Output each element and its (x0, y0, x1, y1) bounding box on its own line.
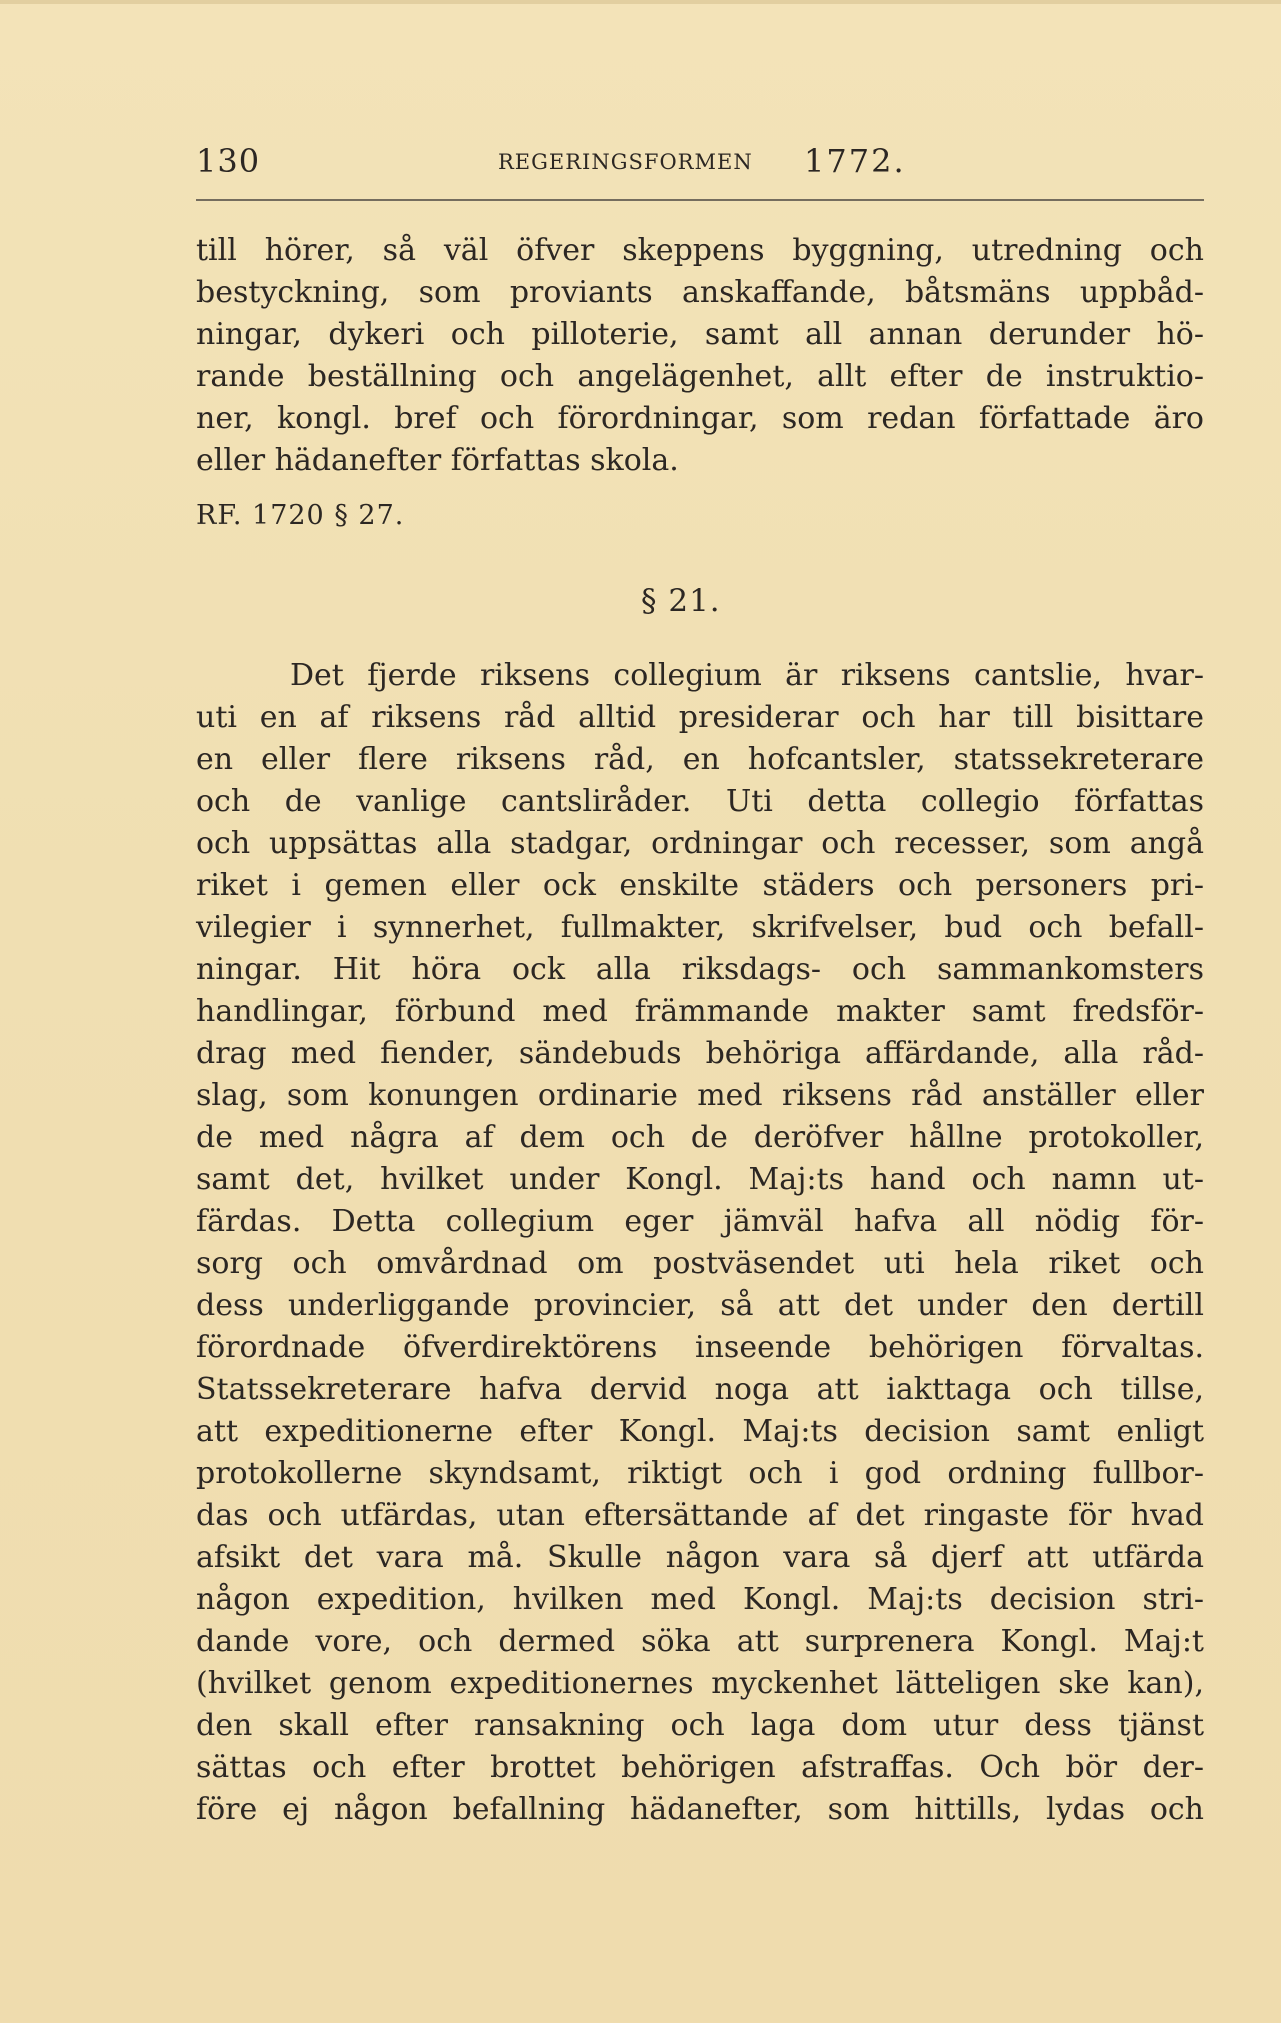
text-line: och uppsättas alla stadgar, ordningar och recesser, som angå (196, 826, 1204, 861)
page-number: 130 (196, 142, 261, 180)
page-edge (0, 0, 1281, 4)
text-line: handlingar, förbund med främmande makter samt fredsför- (196, 994, 1204, 1029)
text-line: drag med fiender, sändebuds behöriga affärdande, alla råd- (196, 1036, 1204, 1071)
text-line: slag, som konungen ordinarie med riksens råd anställer eller (196, 1078, 1204, 1113)
text-line: före ej någon befallning hädanefter, som hittills, lydas och (196, 1792, 1204, 1827)
text-line: förordnade öfverdirektörens inseende behörigen förvaltas. (196, 1330, 1204, 1365)
text-line: vilegier i synnerhet, fullmakter, skrifvelser, bud och befall- (196, 910, 1204, 945)
text-line: de med några af dem och de deröfver hållne protokoller, (196, 1120, 1204, 1155)
text-line: das och utfärdas, utan eftersättande af det ringaste för hvad (196, 1498, 1204, 1533)
text-line: riket i gemen eller ock enskilte städers och personers pri- (196, 868, 1204, 903)
text-line: protokollerne skyndsamt, riktigt och i god ordning fullbor- (196, 1456, 1204, 1491)
text-line: att expeditionerne efter Kongl. Maj:ts decision samt enligt (196, 1414, 1204, 1449)
text-line: någon expedition, hvilken med Kongl. Maj:ts decision stri- (196, 1582, 1204, 1617)
text-line: sättas och efter brottet behörigen afstraffas. Och bör der- (196, 1750, 1204, 1785)
text-line: samt det, hvilket under Kongl. Maj:ts hand och namn ut- (196, 1162, 1204, 1197)
text-line: en eller flere riksens råd, en hofcantsler, statssekreterare (196, 742, 1204, 777)
text-line: den skall efter ransakning och laga dom utur dess tjänst (196, 1708, 1204, 1743)
text-line: Det fjerde riksens collegium är riksens cantslie, hvar- (290, 658, 1204, 693)
page-header (196, 142, 1204, 188)
text-line: och de vanlige cantsliråder. Uti detta collegio författas (196, 784, 1204, 819)
text-line: ningar, dykeri och pilloterie, samt all annan derunder hö- (196, 317, 1204, 352)
text-line: eller hädanefter författas skola. (196, 443, 679, 478)
text-line: till hörer, så väl öfver skeppens byggning, utredning och (196, 233, 1204, 268)
text-line: sorg och omvårdnad om postväsendet uti hela riket och (196, 1246, 1204, 1281)
text-line: uti en af riksens råd alltid presiderar och har till bisittare (196, 700, 1204, 735)
running-head: REGERINGSFORMEN (498, 150, 753, 174)
text-line: afsikt det vara må. Skulle någon vara så djerf att utfärda (196, 1540, 1204, 1575)
header-rule (196, 199, 1204, 201)
text-line: Statssekreterare hafva dervid noga att iakttaga och tillse, (196, 1372, 1204, 1407)
running-head-year: 1772. (804, 142, 906, 180)
text-line: bestyckning, som proviants anskaffande, båtsmäns uppbåd- (196, 275, 1204, 310)
text-line: färdas. Detta collegium eger jämväl hafva all nödig för- (196, 1204, 1204, 1239)
text-line: (hvilket genom expeditionernes myckenhet lätteligen ske kan), (196, 1666, 1204, 1701)
text-line: ner, kongl. bref och förordningar, som redan författade äro (196, 401, 1204, 436)
text-line: dess underliggande provincier, så att det under den dertill (196, 1288, 1204, 1323)
text-line: rande beställning och angelägenhet, allt efter de instruktio- (196, 359, 1204, 394)
text-line: dande vore, och dermed söka att surprenera Kongl. Maj:t (196, 1624, 1204, 1659)
text-line: ningar. Hit höra ock alla riksdags- och sammankomsters (196, 952, 1204, 987)
section-heading: § 21. (641, 583, 721, 619)
statute-reference: RF. 1720 § 27. (196, 500, 405, 531)
